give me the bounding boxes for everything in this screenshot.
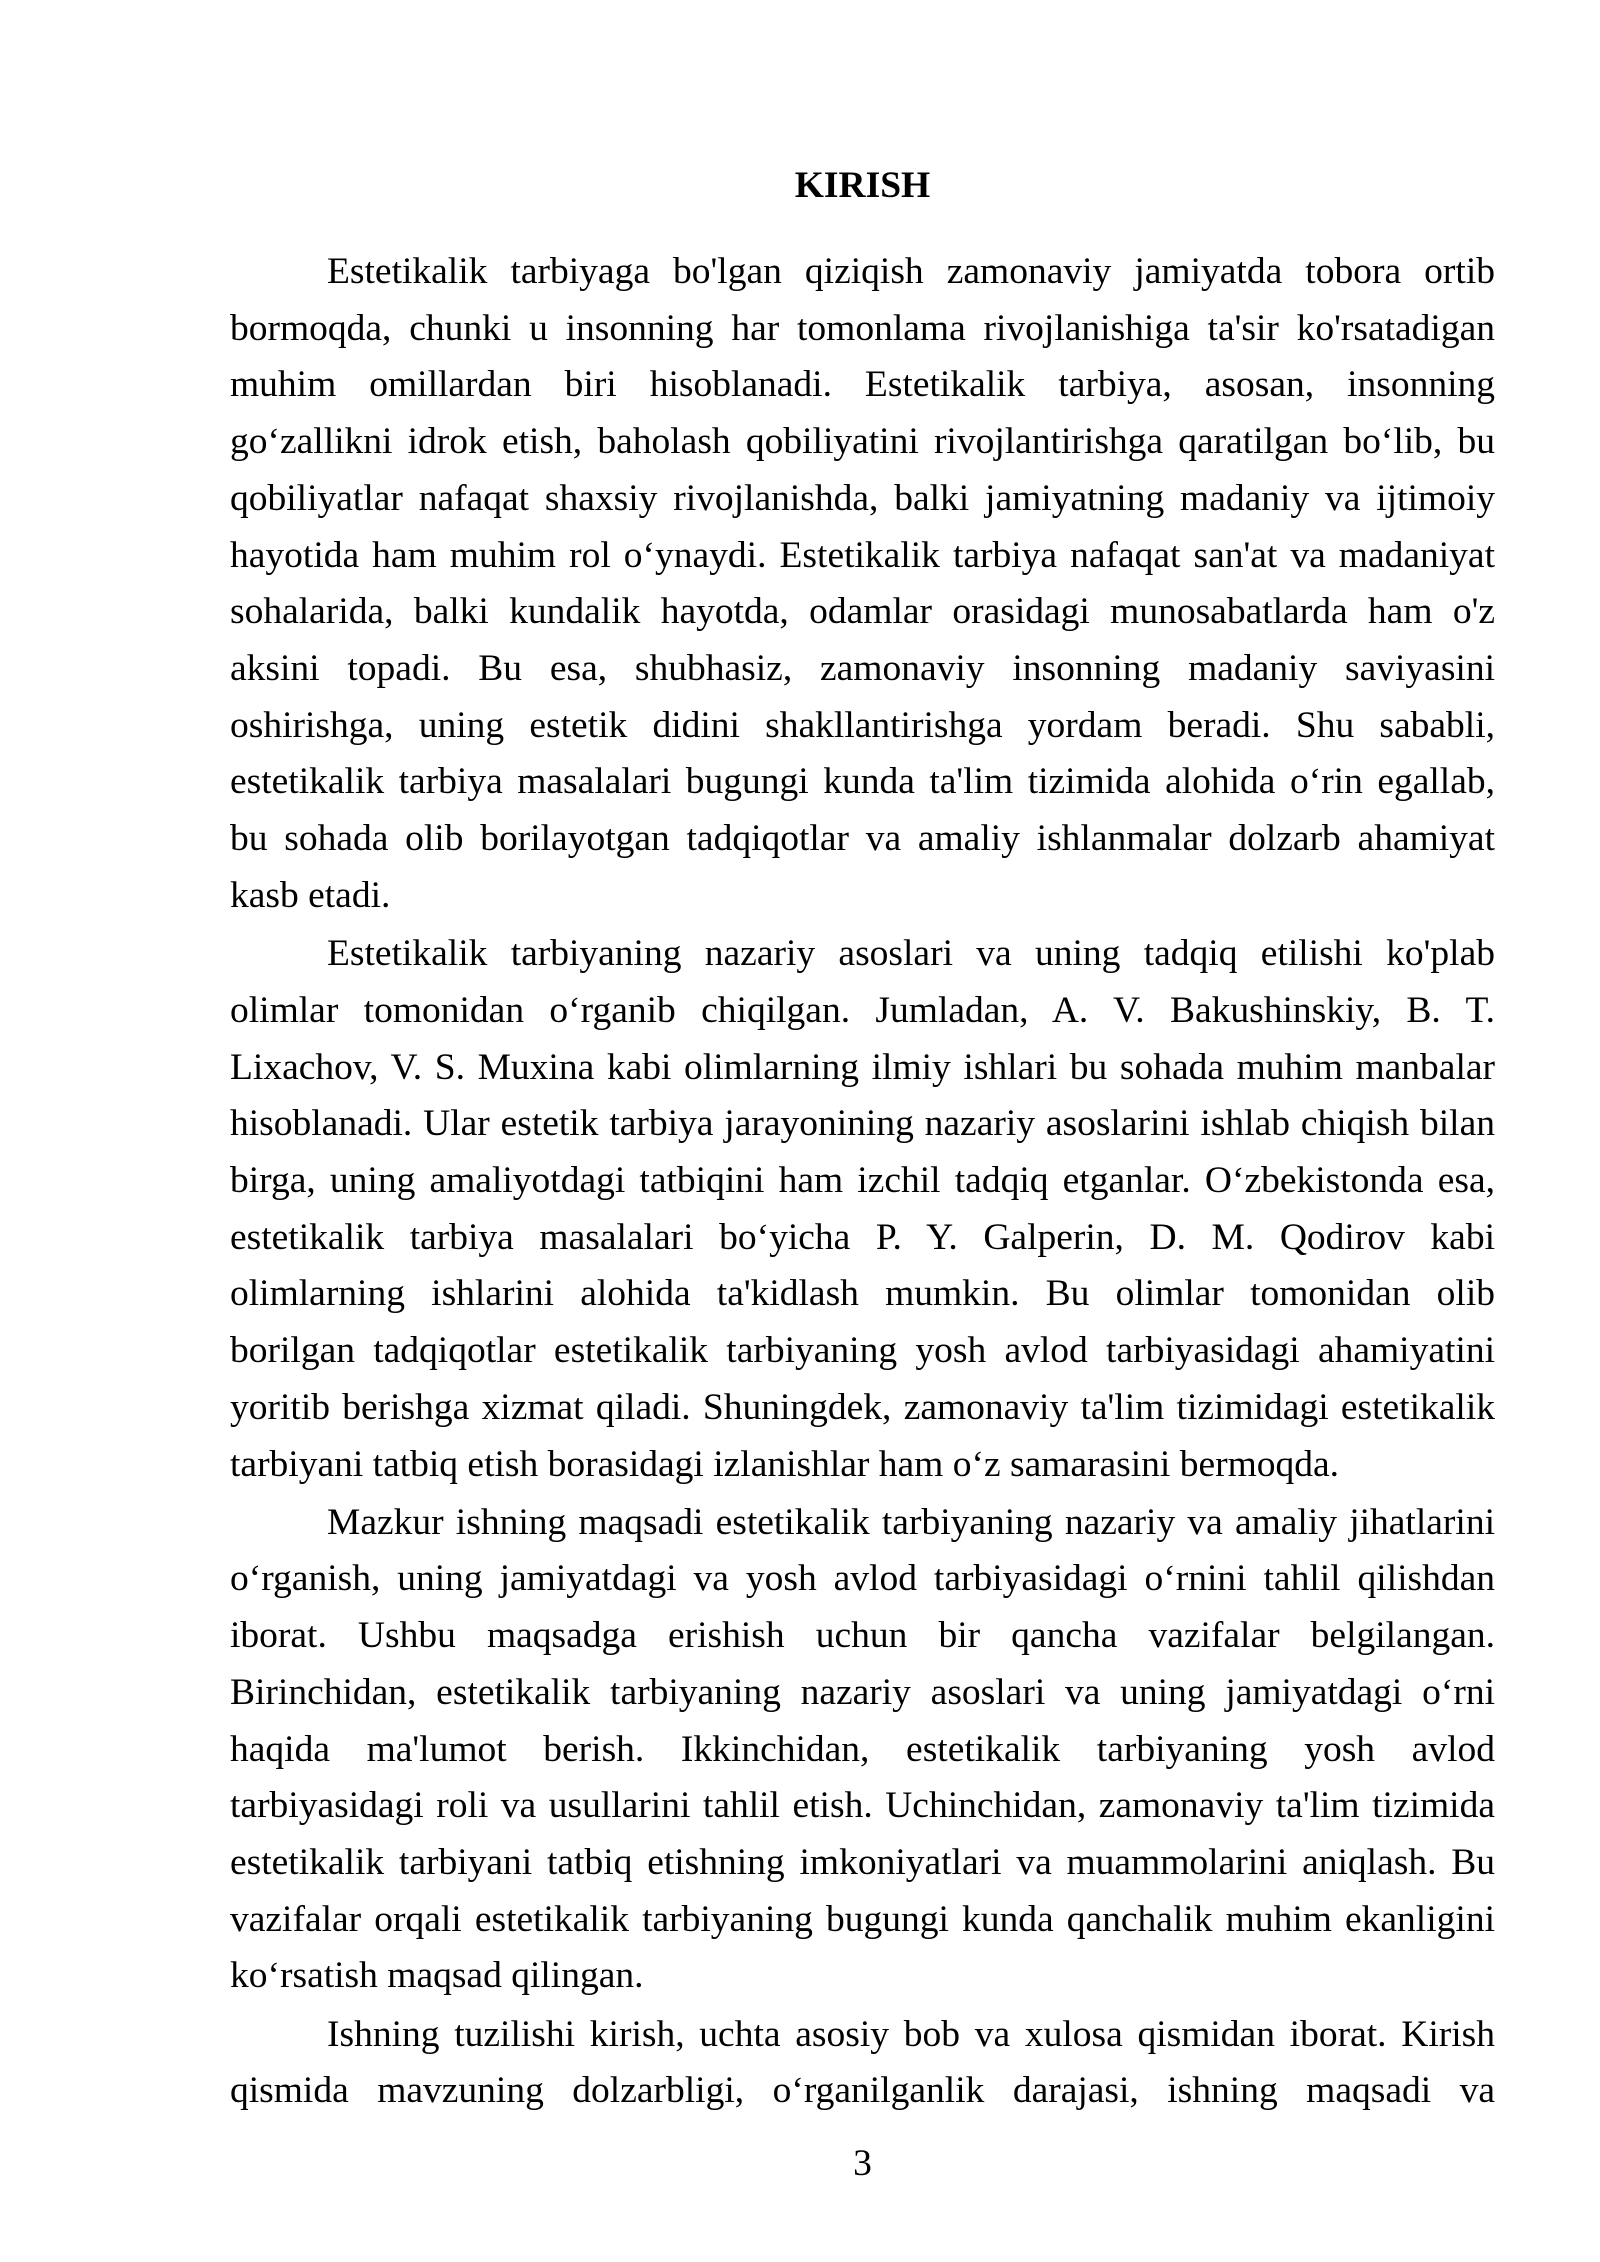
text-line: Estetikalik tarbiyaning nazariy asoslari va uning tadqiq etilishi ko'plab bbox=[327, 933, 1495, 975]
text-line: estetikalik tarbiyani tatbiq etishning imkoniyatlari va muammolarini aniqlash. Bu bbox=[230, 1842, 1495, 1883]
text-line: Ishning tuzilishi kirish, uchta asosiy bob va xulosa qismidan iborat. Kirish bbox=[327, 2013, 1495, 2055]
text-line: Lixachov, V. S. Muxina kabi olimlarning ilmiy ishlari bu sohada muhim manbalar bbox=[230, 1046, 1495, 1088]
text-line: kasb etadi. bbox=[230, 874, 391, 916]
text-line: tarbiyasidagi roli va usullarini tahlil etish. Uchinchidan, zamonaviy ta'lim tizimida bbox=[230, 1785, 1495, 1827]
text-line: yoritib berishga xizmat qiladi. Shuningdek, zamonaviy ta'lim tizimidagi estetikalik bbox=[230, 1386, 1495, 1428]
text-line: hayotida ham muhim rol o‘ynaydi. Estetikalik tarbiya nafaqat san'at va madaniyat bbox=[230, 534, 1495, 576]
text-line: iborat. Ushbu maqsadga erishish uchun bir qancha vazifalar belgilangan. bbox=[230, 1615, 1495, 1657]
text-line: ko‘rsatish maqsad qilingan. bbox=[230, 1955, 644, 1997]
text-line: hisoblanadi. Ular estetik tarbiya jarayonining nazariy asoslarini ishlab chiqish bilan bbox=[230, 1103, 1495, 1145]
text-line: estetikalik tarbiya masalalari bo‘yicha P. Y. Galperin, D. M. Qodirov kabi bbox=[230, 1216, 1495, 1258]
text-line: bormoqda, chunki u insonning har tomonlama rivojlanishiga ta'sir ko'rsatadigan bbox=[230, 307, 1495, 349]
text-line: qismida mavzuning dolzarbligi, o‘rganilganlik darajasi, ishning maqsadi va bbox=[230, 2070, 1495, 2112]
text-line: vazifalar orqali estetikalik tarbiyaning bugungi kunda qanchalik muhim ekanligini bbox=[230, 1898, 1495, 1940]
paragraph-1 bbox=[230, 244, 1495, 925]
text-line: muhim omillardan biri hisoblanadi. Estetikalik tarbiya, asosan, insonning bbox=[230, 364, 1495, 406]
paragraph-4 bbox=[230, 2007, 1495, 2120]
text-line: o‘rganish, uning jamiyatdagi va yosh avlod tarbiyasidagi o‘rnini tahlil qilishdan bbox=[230, 1558, 1495, 1600]
paragraph-3 bbox=[230, 1495, 1495, 2005]
text-line: Mazkur ishning maqsadi estetikalik tarbiyaning nazariy va amaliy jihatlarini bbox=[327, 1501, 1495, 1543]
text-line: bu sohada olib borilayotgan tadqiqotlar va amaliy ishlanmalar dolzarb ahamiyat bbox=[230, 818, 1495, 860]
text-line: qobiliyatlar nafaqat shaxsiy rivojlanishda, balki jamiyatning madaniy va ijtimoiy bbox=[230, 477, 1495, 519]
text-line: oshirishga, uning estetik didini shakllantirishga yordam beradi. Shu sababli, bbox=[230, 704, 1495, 746]
text-line: estetikalik tarbiya masalalari bugungi kunda ta'lim tizimida alohida o‘rin egallab, bbox=[230, 761, 1495, 803]
paragraph-2 bbox=[230, 926, 1495, 1493]
text-line: sohalarida, balki kundalik hayotda, odamlar orasidagi munosabatlarda ham o'z bbox=[230, 591, 1495, 633]
text-line: olimlarning ishlarini alohida ta'kidlash mumkin. Bu olimlar tomonidan olib bbox=[230, 1273, 1495, 1315]
text-line: olimlar tomonidan o‘rganib chiqilgan. Jumladan, A. V. Bakushinskiy, B. T. bbox=[230, 989, 1495, 1031]
text-line: borilgan tadqiqotlar estetikalik tarbiyaning yosh avlod tarbiyasidagi ahamiyatini bbox=[230, 1330, 1495, 1372]
text-line: birga, uning amaliyotdagi tatbiqini ham izchil tadqiq etganlar. O‘zbekistonda esa, bbox=[230, 1159, 1495, 1201]
text-line: tarbiyani tatbiq etish borasidagi izlanishlar ham o‘z samarasini bermoqda. bbox=[230, 1443, 1340, 1485]
text-line: Estetikalik tarbiyaga bo'lgan qiziqish zamonaviy jamiyatda tobora ortib bbox=[327, 251, 1495, 292]
text-line: Birinchidan, estetikalik tarbiyaning nazariy asoslari va uning jamiyatdagi o‘rni bbox=[230, 1671, 1495, 1713]
page-title: KIRISH bbox=[794, 165, 931, 206]
body-text bbox=[230, 244, 1495, 2120]
text-line: aksini topadi. Bu esa, shubhasiz, zamonaviy insonning madaniy saviyasini bbox=[230, 648, 1495, 690]
page-number: 3 bbox=[853, 2143, 872, 2184]
text-line: go‘zallikni idrok etish, baholash qobiliyatini rivojlantirishga qaratilgan bo‘lib, bu bbox=[230, 421, 1495, 463]
text-line: haqida ma'lumot berish. Ikkinchidan, estetikalik tarbiyaning yosh avlod bbox=[230, 1728, 1495, 1770]
